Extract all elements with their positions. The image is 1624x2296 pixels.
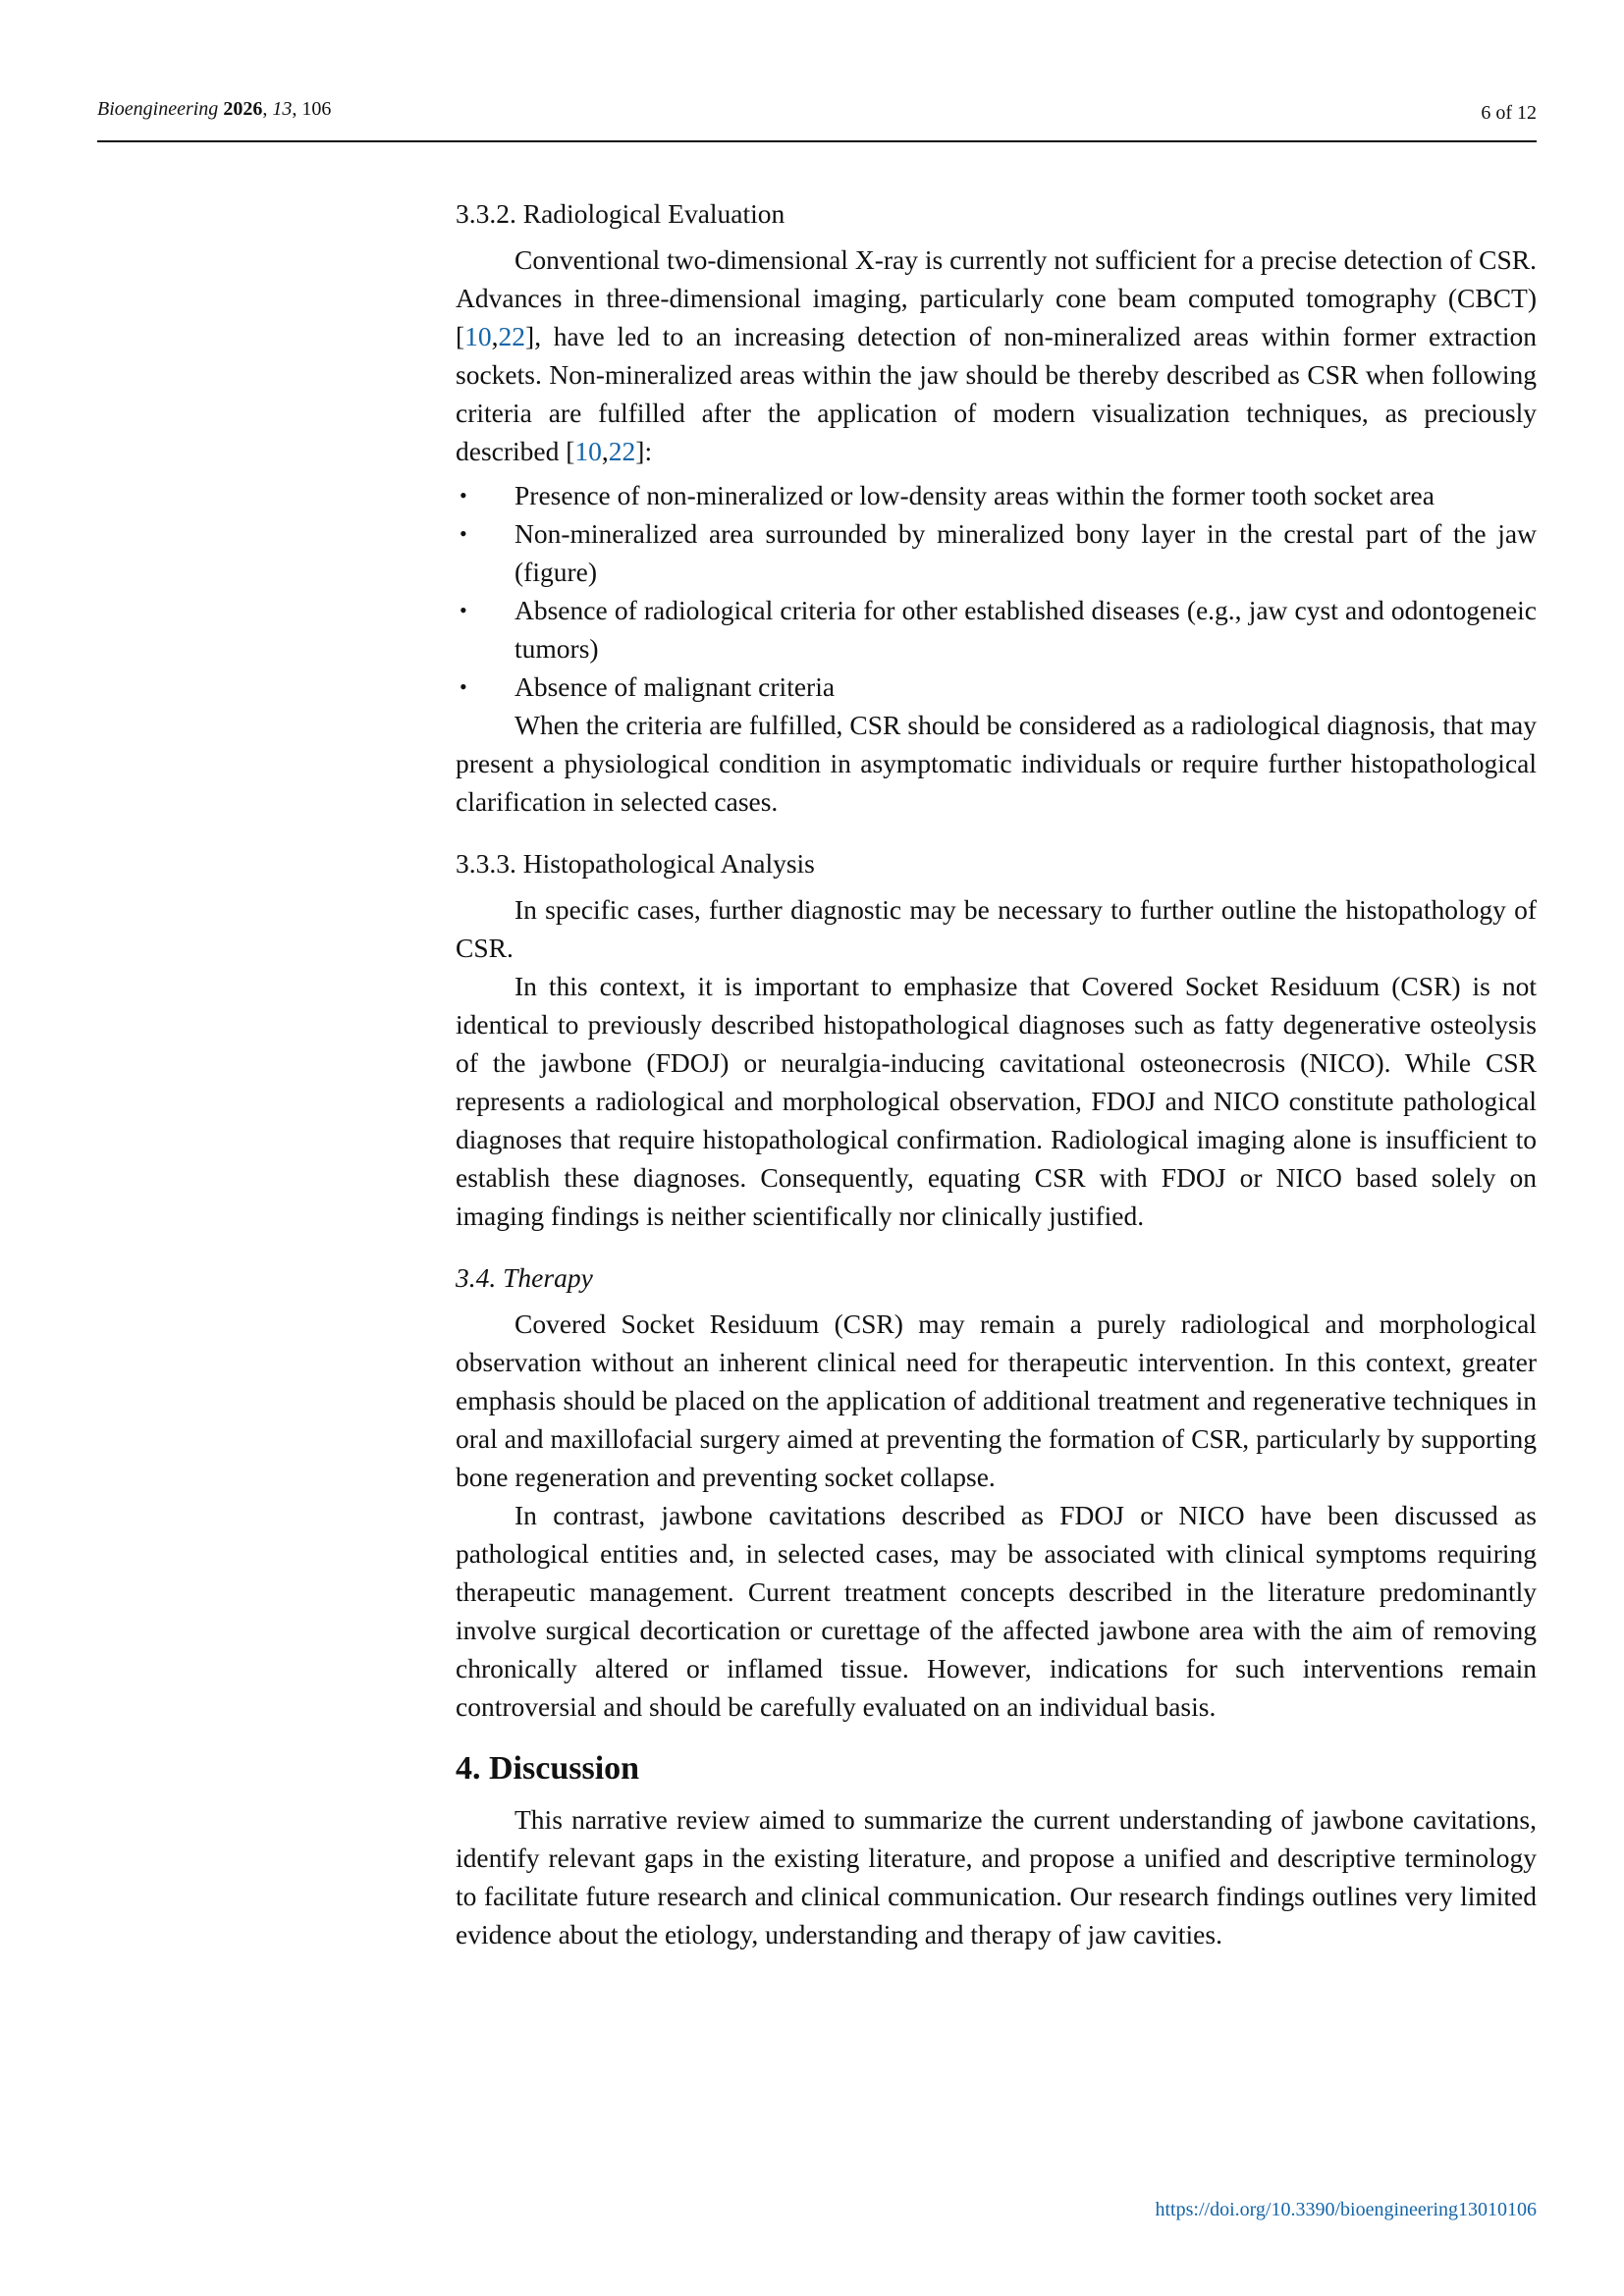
running-header — [97, 94, 1537, 141]
paragraph: In contrast, jawbone cavitations described as FDOJ or NICO have been discussed as pathological entities and, in selected cases, may be associated with clinical symptoms requiring therapeutic management. Current treatment concepts described in the literature predominantly involve surgical decortication or curettage of the affected jawbone area with the aim of removing chronically altered or inflamed tissue. However, indications for such interventions remain controversial and should be carefully evaluated on an individual basis. — [456, 1500, 1537, 1722]
list-item-text: Non-mineralized area surrounded by mineralized bony layer in the crestal part of the jaw (figure) — [514, 518, 1537, 587]
journal-name: Bioengineering — [97, 98, 219, 120]
text: , — [601, 436, 609, 466]
paragraph: This narrative review aimed to summarize the current understanding of jawbone cavitations, identify relevant gaps in the existing literature, and propose a unified and descriptive terminology to facilitate future research and clinical communication. Our research findings outlines very limited evidence about the etiology, understanding and therapy of jaw cavities. — [456, 1804, 1537, 1949]
text: ], have led to an increasing detection of non-mineralized areas within former extraction sockets. Non-mineralized areas within the jaw should be thereby described as CSR when following criteria are fulfilled after the application of modern visualization techniques, as preciously described [ — [456, 321, 1537, 466]
separator: , — [262, 98, 273, 120]
list-item-text: Presence of non-mineralized or low-density areas within the former tooth socket area — [514, 480, 1435, 510]
text: , — [491, 321, 499, 351]
paragraph — [456, 240, 1537, 470]
subsection-title: 3.3.2. Radiological Evaluation — [456, 198, 785, 229]
article-number: , 106 — [292, 98, 332, 120]
header-rule — [97, 140, 1537, 142]
text: ]: — [635, 436, 653, 466]
paragraph: Covered Socket Residuum (CSR) may remain a purely radiological and morphological observation without an inherent clinical need for therapeutic intervention. In this context, greater emphasis should be placed on the application of additional treatment and regenerative techniques in oral and maxillofacial surgery aimed at preventing the formation of CSR, particularly by supporting bone regeneration and preventing socket collapse. — [456, 1308, 1537, 1492]
bullet-icon: • — [460, 598, 467, 622]
section-title: 4. Discussion — [456, 1750, 640, 1787]
bullet-icon: • — [460, 674, 467, 699]
paragraph: In this context, it is important to emphasize that Covered Socket Residuum (CSR) is not identical to previously described histopathological diagnoses such as fatty degenerative osteolysis of the jawbone (FDOJ) or neuralgia-inducing cavitational osteonecrosis (NICO). While CSR represents a radiological and morphological observation, FDOJ and NICO constitute pathological diagnoses that require histopathological confirmation. Radiological imaging alone is insufficient to establish these diagnoses. Consequently, equating CSR with FDOJ or NICO based solely on imaging findings is neither scientifically nor clinically justified. — [456, 971, 1537, 1231]
doi-link[interactable]: https://doi.org/10.3390/bioengineering13010106 — [1155, 2199, 1537, 2220]
subsection-title: 3.4. Therapy — [456, 1262, 593, 1293]
list-item-text: Absence of malignant criteria — [514, 671, 836, 702]
citation-link[interactable]: 22 — [608, 436, 636, 466]
list-item — [456, 476, 1537, 514]
list-item — [456, 514, 1537, 591]
list-item-text: Absence of radiological criteria for other established diseases (e.g., jaw cyst and odontogeneic tumors) — [514, 595, 1537, 664]
citation-link[interactable]: 10 — [574, 436, 602, 466]
bullet-icon: • — [460, 521, 467, 546]
page-indicator: 6 of 12 — [1481, 102, 1537, 124]
journal-year: 2026 — [223, 98, 263, 120]
article-body — [456, 194, 1537, 1953]
list-item — [456, 667, 1537, 706]
paragraph: In specific cases, further diagnostic may be necessary to further outline the histopathology of CSR. — [456, 894, 1537, 963]
criteria-list — [456, 476, 1537, 706]
paragraph: When the criteria are fulfilled, CSR should be considered as a radiological diagnosis, that may present a physiological condition in asymptomatic individuals or require further histopathological clarification in selected cases. — [456, 710, 1537, 817]
journal-volume: 13 — [272, 98, 293, 120]
citation-link[interactable]: 10 — [464, 321, 492, 351]
journal-citation — [97, 98, 331, 121]
bullet-icon: • — [460, 483, 467, 507]
subsection-title: 3.3.3. Histopathological Analysis — [456, 848, 815, 879]
text: Conventional two-dimensional X-ray is currently not sufficient for a precise detection of CSR. Advances in three-dimensional imaging, particularly cone beam computed tomography (CBCT) [ — [456, 244, 1537, 351]
citation-link[interactable]: 22 — [498, 321, 526, 351]
list-item — [456, 591, 1537, 667]
